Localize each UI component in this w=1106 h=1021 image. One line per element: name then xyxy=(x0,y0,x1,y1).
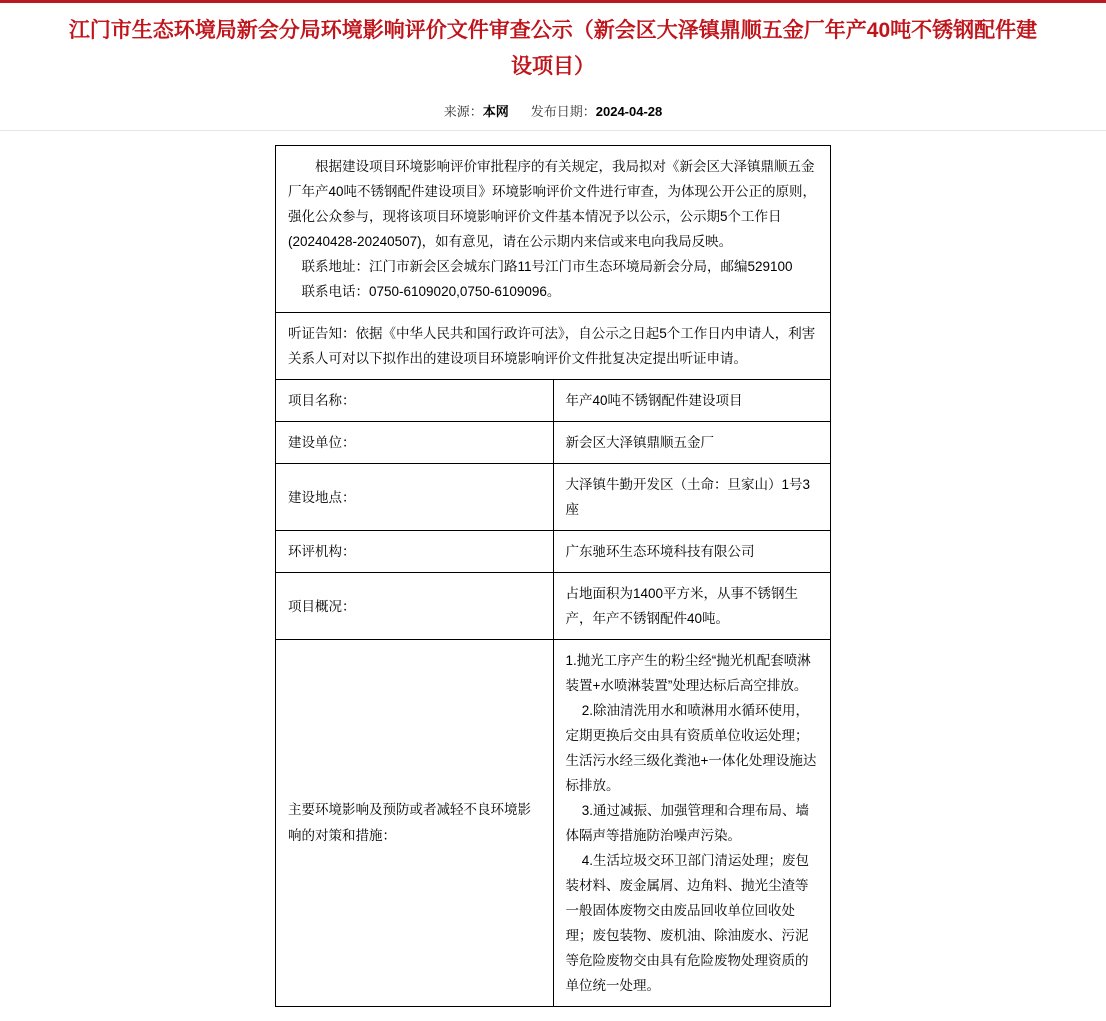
row-value-construction-unit: 新会区大泽镇鼎顺五金厂 xyxy=(553,422,831,464)
table-row xyxy=(276,464,831,531)
table-row-measures xyxy=(276,640,831,1007)
date-label: 发布日期： xyxy=(530,104,596,119)
document-meta xyxy=(0,89,1106,130)
notice-table xyxy=(275,145,831,1007)
row-label-measures: 主要环境影响及预防或者减轻不良环境影响的对策和措施： xyxy=(276,640,554,1007)
table-row xyxy=(276,380,831,422)
measure-item-1: 1.抛光工序产生的粉尘经“抛光机配套喷淋装置+水喷淋装置”处理达标后高空排放。 xyxy=(565,653,811,693)
document-page xyxy=(0,3,1106,1021)
hearing-cell xyxy=(276,313,831,380)
date-value: 2024-04-28 xyxy=(595,104,663,119)
row-value-eia-agency: 广东驰环生态环境科技有限公司 xyxy=(553,531,831,573)
meta-divider xyxy=(0,130,1106,131)
table-row-notice xyxy=(276,146,831,313)
notice-paragraph-3: 联系电话：0750-6109020,0750-6109096。 xyxy=(301,284,561,299)
measure-item-3: 3.通过减振、加强管理和合理布局、墙体隔声等措施防治噪声污染。 xyxy=(565,803,809,843)
row-label-overview: 项目概况： xyxy=(276,573,554,640)
table-row xyxy=(276,422,831,464)
notice-table-wrapper xyxy=(275,145,831,1007)
table-row xyxy=(276,531,831,573)
row-value-measures xyxy=(553,640,831,1007)
notice-paragraph-1: 根据建设项目环境影响评价审批程序的有关规定，我局拟对《新会区大泽镇鼎顺五金厂年产40吨不锈钢配件建设项目》环境影响评价文件进行审查，为体现公开公正的原则，强化公众参与，现将该项目环境影响评价文件基本情况予以公示，公示期5个工作日(20240428-20240507)，如有意见，请在公示期内来信或来电向我局反映。 xyxy=(288,159,817,249)
row-label-project-name: 项目名称： xyxy=(276,380,554,422)
row-value-project-name: 年产40吨不锈钢配件建设项目 xyxy=(553,380,831,422)
source-label: 来源： xyxy=(443,104,483,119)
row-value-overview: 占地面积为1400平方米，从事不锈钢生产，年产不锈钢配件40吨。 xyxy=(553,573,831,640)
measure-item-4: 4.生活垃圾交环卫部门清运处理；废包装材料、废金属屑、边角料、抛光尘渣等一般固体废物交由废品回收单位回收处理；废包装物、废机油、除油废水、污泥等危险废物交由具有危险废物处理资质的单位统一处理。 xyxy=(565,853,809,993)
notice-cell xyxy=(276,146,831,313)
hearing-paragraph: 听证告知：依据《中华人民共和国行政许可法》，自公示之日起5个工作日内申请人，利害关系人可对以下拟作出的建设项目环境影响评价文件批复决定提出听证申请。 xyxy=(288,326,816,366)
row-value-location: 大泽镇牛勤开发区（土命：旦家山）1号3座 xyxy=(553,464,831,531)
measure-item-2: 2.除油清洗用水和喷淋用水循环使用，定期更换后交由具有资质单位收运处理；生活污水经三级化粪池+一体化处理设施达标排放。 xyxy=(565,703,817,793)
table-row-hearing xyxy=(276,313,831,380)
source-value: 本网 xyxy=(482,104,509,119)
page-title: 江门市生态环境局新会分局环境影响评价文件审查公示（新会区大泽镇鼎顺五金厂年产40吨不锈钢配件建设项目） xyxy=(68,19,1038,78)
table-row xyxy=(276,573,831,640)
row-label-eia-agency: 环评机构： xyxy=(276,531,554,573)
row-label-construction-unit: 建设单位： xyxy=(276,422,554,464)
row-label-location: 建设地点： xyxy=(276,464,554,531)
notice-paragraph-2: 联系地址：江门市新会区会城东门路11号江门市生态环境局新会分局，邮编529100 xyxy=(301,259,793,274)
